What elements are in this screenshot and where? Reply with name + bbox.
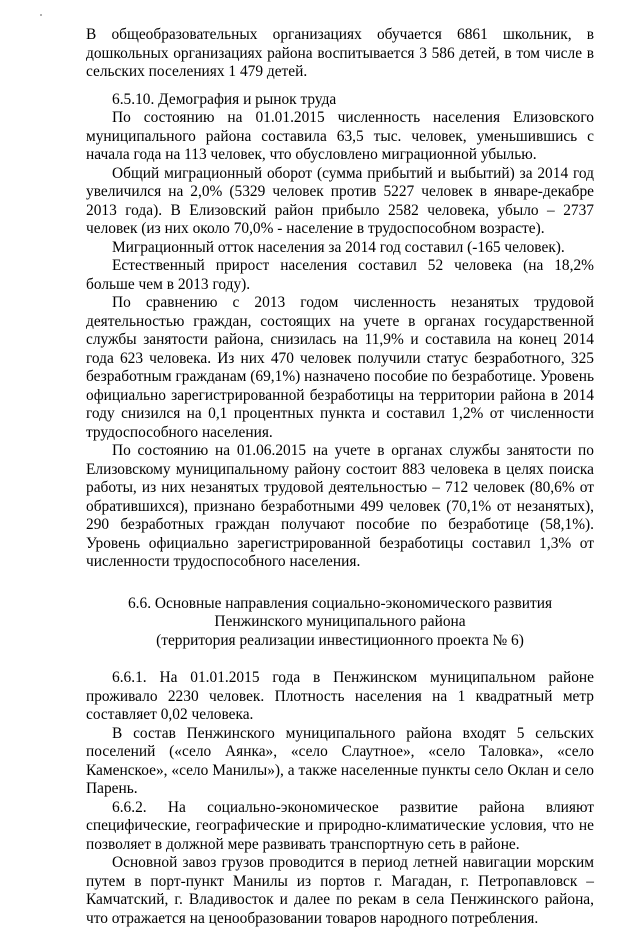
paragraph-migration-outflow: Миграционный отток населения за 2014 год составил (-165 человек). <box>112 238 565 256</box>
paragraph-penzhina-population: 6.6.1. На 01.01.2015 года в Пенжинском муниципальном районе проживало 2230 человек. Плотность населения на 1 квадратный метр составляет 0,02 человека. <box>86 669 594 723</box>
paragraph-schools: В общеобразовательных организациях обучается 6861 школьник, в дошкольных организациях района воспитывается 3 586 детей, в том числе в сельских поселениях 1 479 детей. <box>86 26 594 80</box>
scan-speck <box>40 14 42 16</box>
section-heading-line-2: Пенжинского муниципального района <box>214 613 466 630</box>
subsection-heading-demography: 6.5.10. Демография и рынок труда <box>112 90 337 108</box>
section-heading-6-6 <box>86 595 594 651</box>
paragraph-conditions: 6.6.2. На социально-экономическое развитие района влияют специфические, географические и природно-климатические условия, что не позволяет в должной мере развивать транспортную сеть в районе. <box>86 798 594 853</box>
paragraph-cargo-delivery: Основной завоз грузов проводится в период летней навигации морским путем в порт-пункт Манилы из портов г. Магадан, г. Петропавловск – Камчатский, г. Владивосток и далее по рекам в села Пенжинского района, что отражается на ценообразовании товаров народного потребления. <box>86 854 594 927</box>
section-heading-line-1: 6.6. Основные направления социально-экономического развития <box>127 594 553 612</box>
paragraph-unemployment-2014: По сравнению с 2013 годом численность незанятых трудовой деятельностью граждан, состоящих на учете в органах государственной службы занятости района, снизилась на 11,9% и составила на конец 2014 года 623 человека. Из них 470 человек получили статус безработного, 325 безработным гражданам (69,1%) назначено пособие по безработице. Уровень официально зарегистрированной безработицы на территории района в 2014 году снизился на 0,1 процентных пункта и составил 1,2% от численности трудоспособного населения. <box>86 294 594 441</box>
paragraph-settlements: В состав Пенжинского муниципального района входят 5 сельских поселений («село Аянка», «село Слаутное», «село Таловка», «село Каменское», «село Манилы»), а также населенные пункты село Оклан и село Парень. <box>86 724 594 797</box>
paragraph-unemployment-2015: По состоянию на 01.06.2015 на учете в органах службы занятости по Елизовскому муниципальному району состоит 883 человека в целях поиска работы, из них незанятых трудовой деятельностью – 712 человек (80,6% от обратившихся), признано безработными 499 человек (70,1% от незанятых), 290 безработных граждан получают пособие по безработице (58,1%). Уровень официально зарегистрированной безработицы составил 1,3% от численности трудоспособного населения. <box>86 442 594 570</box>
section-heading-line-3: (территория реализации инвестиционного проекта № 6) <box>156 631 524 649</box>
paragraph-migration-turnover: Общий миграционный оборот (сумма прибытий и выбытий) за 2014 год увеличился на 2,0% (5329 человек против 5227 человек в январе-декабре 2013 года). В Елизовский район прибыло 2582 человека, убыло – 2737 человек (из них около 70,0% - население в трудоспособном возрасте). <box>86 164 594 237</box>
paragraph-natural-growth: Естественный прирост населения составил 52 человека (на 18,2% больше чем в 2013 году). <box>86 257 594 293</box>
document-body <box>86 26 594 928</box>
paragraph-population: По состоянию на 01.01.2015 численность населения Елизовского муниципального района составила 63,5 тыс. человек, уменьшившись с начала года на 113 человек, что обусловлено миграционной убылью. <box>86 109 594 163</box>
